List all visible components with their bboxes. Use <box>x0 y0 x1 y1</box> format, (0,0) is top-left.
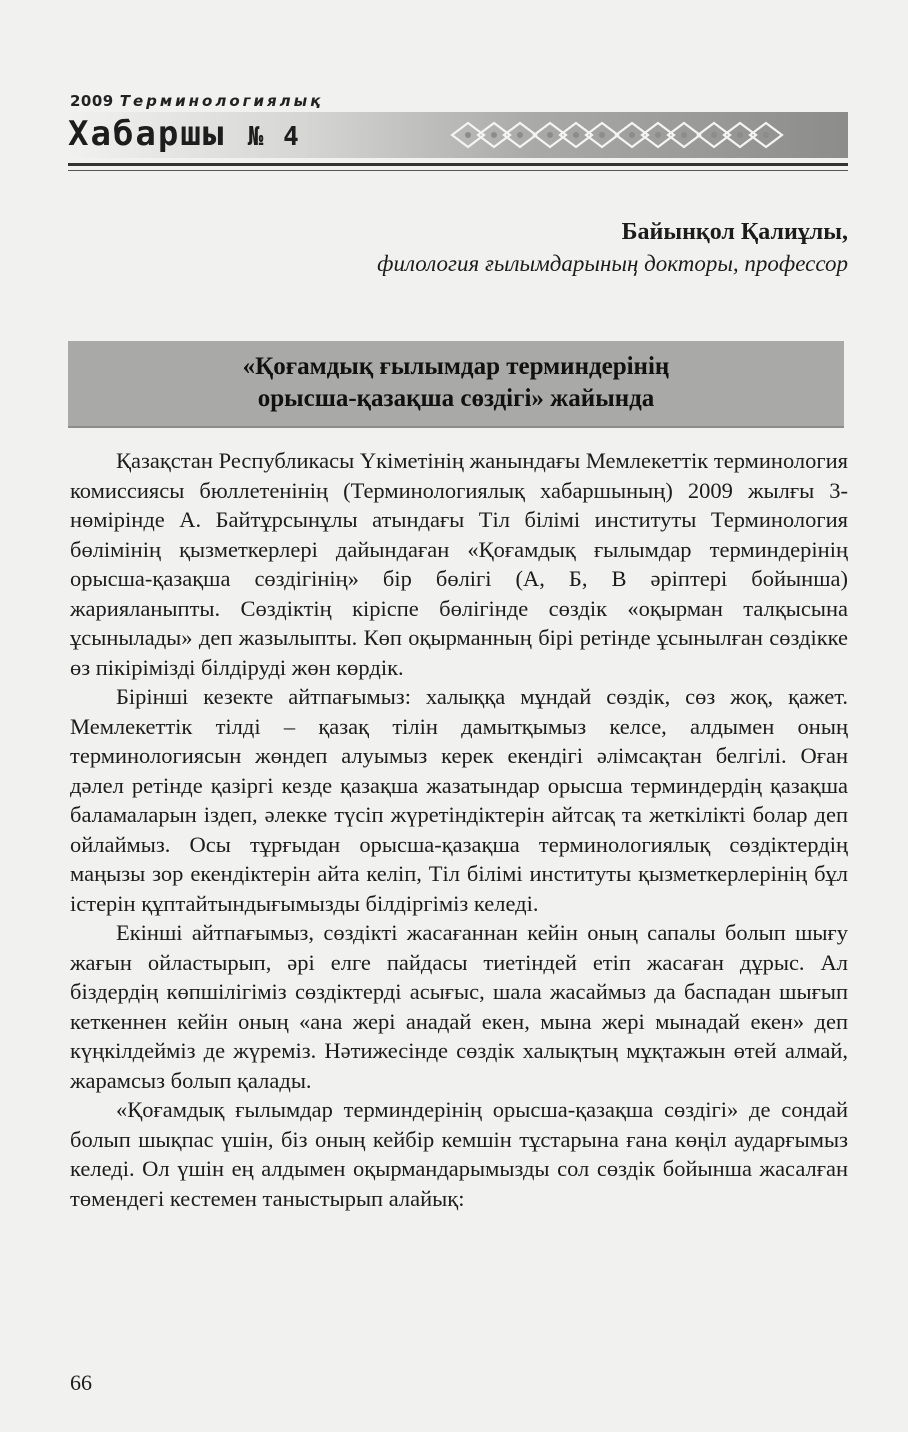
author-title: филология ғылымдарының докторы, профессор <box>377 251 848 276</box>
paragraph-2: Бірінші кезекте айтпағымыз: халыққа мұндай сөздік, сөз жоқ, қажет. Мемлекеттік тілді – қазақ тілін дамытқымыз келсе, алдымен оның терминологиясын жөндеп алуымыз керек екендігі әлімсақтан белгілі. Оған дәлел ретінде қазіргі кезде қазақша жазатындар орысша терминдердің қазақша баламаларын іздеп, әлекке түсіп жүретіндіктерін айтсақ та жеткілікті болар деп ойлаймыз. Осы тұрғыдан орысша-қазақша терминологиялық сөздіктердің маңызы зор екендіктерін айта келіп, Тіл білімі институты қызметкерлерінің бұл істерін құптайтындығымызды білдіргіміз келеді. <box>70 684 848 916</box>
article-title-line-2: орысша-қазақша сөздігі» жайында <box>257 385 655 412</box>
paragraph-4: «Қоғамдық ғылымдар терминдерінің орысша-қазақша сөздігі» де сондай болып шықпас үшін, біз оның кейбір кемшін тұстарына ғана көңіл аударғымыз келеді. Ол үшін ең алдымен оқырмандарымызды сол сөздік бойынша жасалған төмендегі кестемен таныстырып алайық: <box>70 1097 848 1211</box>
header-rule-thick <box>68 163 848 166</box>
article-title <box>68 341 844 415</box>
journal-header <box>68 86 848 176</box>
page-number: 66 <box>70 1370 92 1395</box>
article-title-line-1: «Қоғамдық ғылымдар терминдерінің <box>242 353 670 380</box>
author-name: Байынқол Қалиұлы, <box>621 219 848 245</box>
journal-subtitle: Терминологиялық <box>119 92 324 110</box>
paragraph-1: Қазақстан Республикасы Үкіметінің жанындағы Мемлекеттік терминология комиссиясы бюллетенінің (Терминологиялық хабаршының) 2009 жылғы 3-нөмірінде А. Байтұрсынұлы атындағы Тіл білімі институты Терминология бөлімінің қызметкерлері дайындаған «Қоғамдық ғылымдар терминдерінің орысша-қазақша сөздігінің» бір бөлігі (А, Б, В әріптері бойынша) жарияланыпты. Сөздіктің кіріспе бөлігінде сөздік «оқырман талқысына ұсынылады» деп жазылыпты. Көп оқырманның бірі ретінде ұсынылған сөздікке өз пікірімізді білдіруді жөн көрдік. <box>70 448 848 680</box>
journal-subtitle-line <box>70 92 323 110</box>
issue-number: № 4 <box>247 122 301 152</box>
author-block <box>377 216 848 280</box>
journal-title-line <box>68 114 301 154</box>
journal-year: 2009 <box>70 92 114 110</box>
article-title-box <box>68 341 844 428</box>
chain-ornament-icon <box>448 118 792 152</box>
article-body <box>70 446 848 1213</box>
header-rule-thin <box>68 170 848 171</box>
paragraph-3: Екінші айтпағымыз, сөздікті жасағаннан кейін оның сапалы болып шығу жағын ойластырып, әрі елге пайдасы тиетіндей етіп жасаған дұрыс. Ал біздердің көпшілігіміз сөздіктерді асығыс, шала жасаймыз да баспадан шығып кеткеннен кейін оның «ана жері анадай екен, мына жері мынадай екен» деп күңкілдейміз де жүреміз. Нәтижесінде сөздік халықтың мұқтажын өтей алмай, жарамсыз болып қалады. <box>70 920 848 1093</box>
journal-title: Хабаршы <box>68 114 226 154</box>
